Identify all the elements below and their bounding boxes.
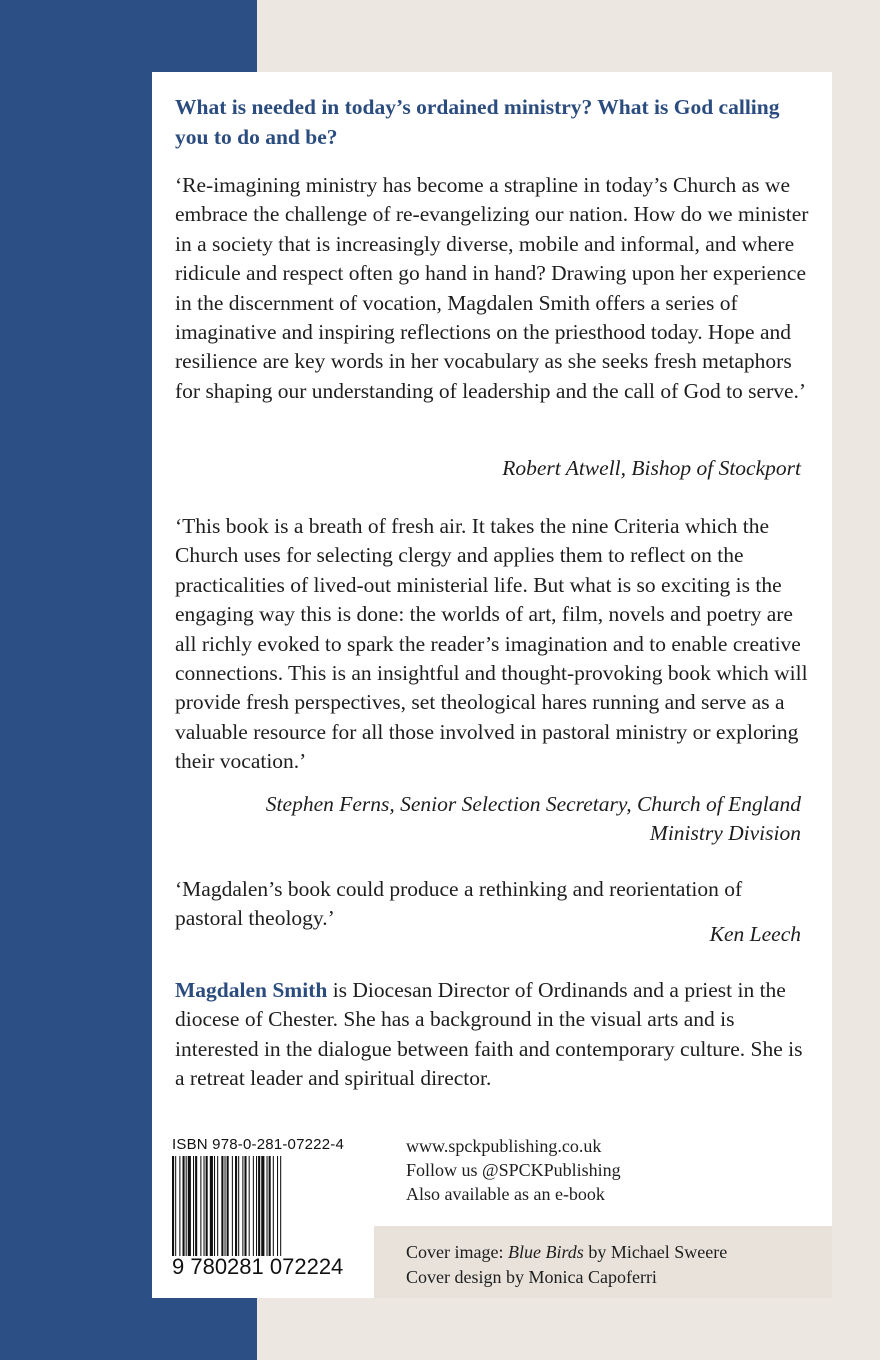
publisher-website: www.spckpublishing.co.uk (406, 1136, 602, 1156)
blurb-heading: What is needed in today’s ordained ministry? What is God calling you to do and be? (175, 95, 780, 149)
cover-design-credit: Cover design by Monica Capoferri (406, 1267, 657, 1287)
cover-image-credit (406, 1240, 727, 1265)
author-bio-text: is Diocesan Director of Ordinands and a priest in the diocese of Chester. She has a background in the visual arts and is interested in the dialogue between faith and contemporary culture. She is a retreat leader and spiritual director. (175, 978, 803, 1091)
publisher-info (406, 1134, 621, 1206)
credits-box (374, 1226, 832, 1298)
credits (406, 1240, 727, 1290)
endorsement-3-quote: ‘Magdalen’s book could produce a rethinking and reorientation of pastoral theology.’ (175, 877, 743, 931)
endorsement-2 (175, 512, 815, 777)
endorsement-2-author-line2: Ministry Division (649, 821, 801, 845)
endorsement-1-quote: ‘Re-imagining ministry has become a strapline in today’s Church as we embrace the challenge of re-evangelizing our nation. How do we minister in a society that is increasingly diverse, mobile and informal, and where ridicule and respect often go hand in hand? Drawing upon her experience in the discernment of vocation, Magdalen Smith offers a series of imaginative and inspiring reflections on the priesthood today. Hope and resilience are key words in her vocabulary as she seeks fresh metaphors for shaping our understanding of leadership and the call of God to serve.’ (175, 173, 809, 403)
author-name: Magdalen Smith (175, 978, 328, 1002)
endorsement-2-quote: ‘This book is a breath of fresh air. It takes the nine Criteria which the Church uses for selecting clergy and applies them to reflect on the practicalities of lived-out ministerial life. But what is so exciting is the engaging way this is done: the worlds of art, film, novels and poetry are all richly evoked to spark the reader’s imagination and to enable creative connections. This is an insightful and thought-provoking book which will provide fresh perspectives, set theological hares running and serve as a valuable resource for all those involved in pastoral ministry or exploring their vocation.’ (175, 514, 808, 774)
endorsement-3-author: Ken Leech (709, 922, 801, 946)
endorsement-1-author: Robert Atwell, Bishop of Stockport (502, 456, 801, 480)
isbn-label: ISBN 978-0-281-07222-4 (172, 1136, 345, 1153)
publisher-social: Follow us @SPCKPublishing (406, 1160, 621, 1180)
endorsement-1 (175, 171, 815, 406)
barcode-digits: 9 780281 072224 (172, 1254, 344, 1279)
cover-image-artist: by Michael Sweere (583, 1242, 728, 1262)
isbn-barcode-box (152, 1132, 374, 1298)
barcode-icon (172, 1156, 368, 1256)
author-bio (175, 976, 815, 1094)
cover-image-title: Blue Birds (507, 1242, 584, 1262)
publisher-ebook-note: Also available as an e-book (406, 1184, 605, 1204)
endorsement-2-author-line1: Stephen Ferns, Senior Selection Secretary, Church of England (265, 792, 801, 816)
cover-image-prefix: Cover image: (406, 1242, 508, 1262)
